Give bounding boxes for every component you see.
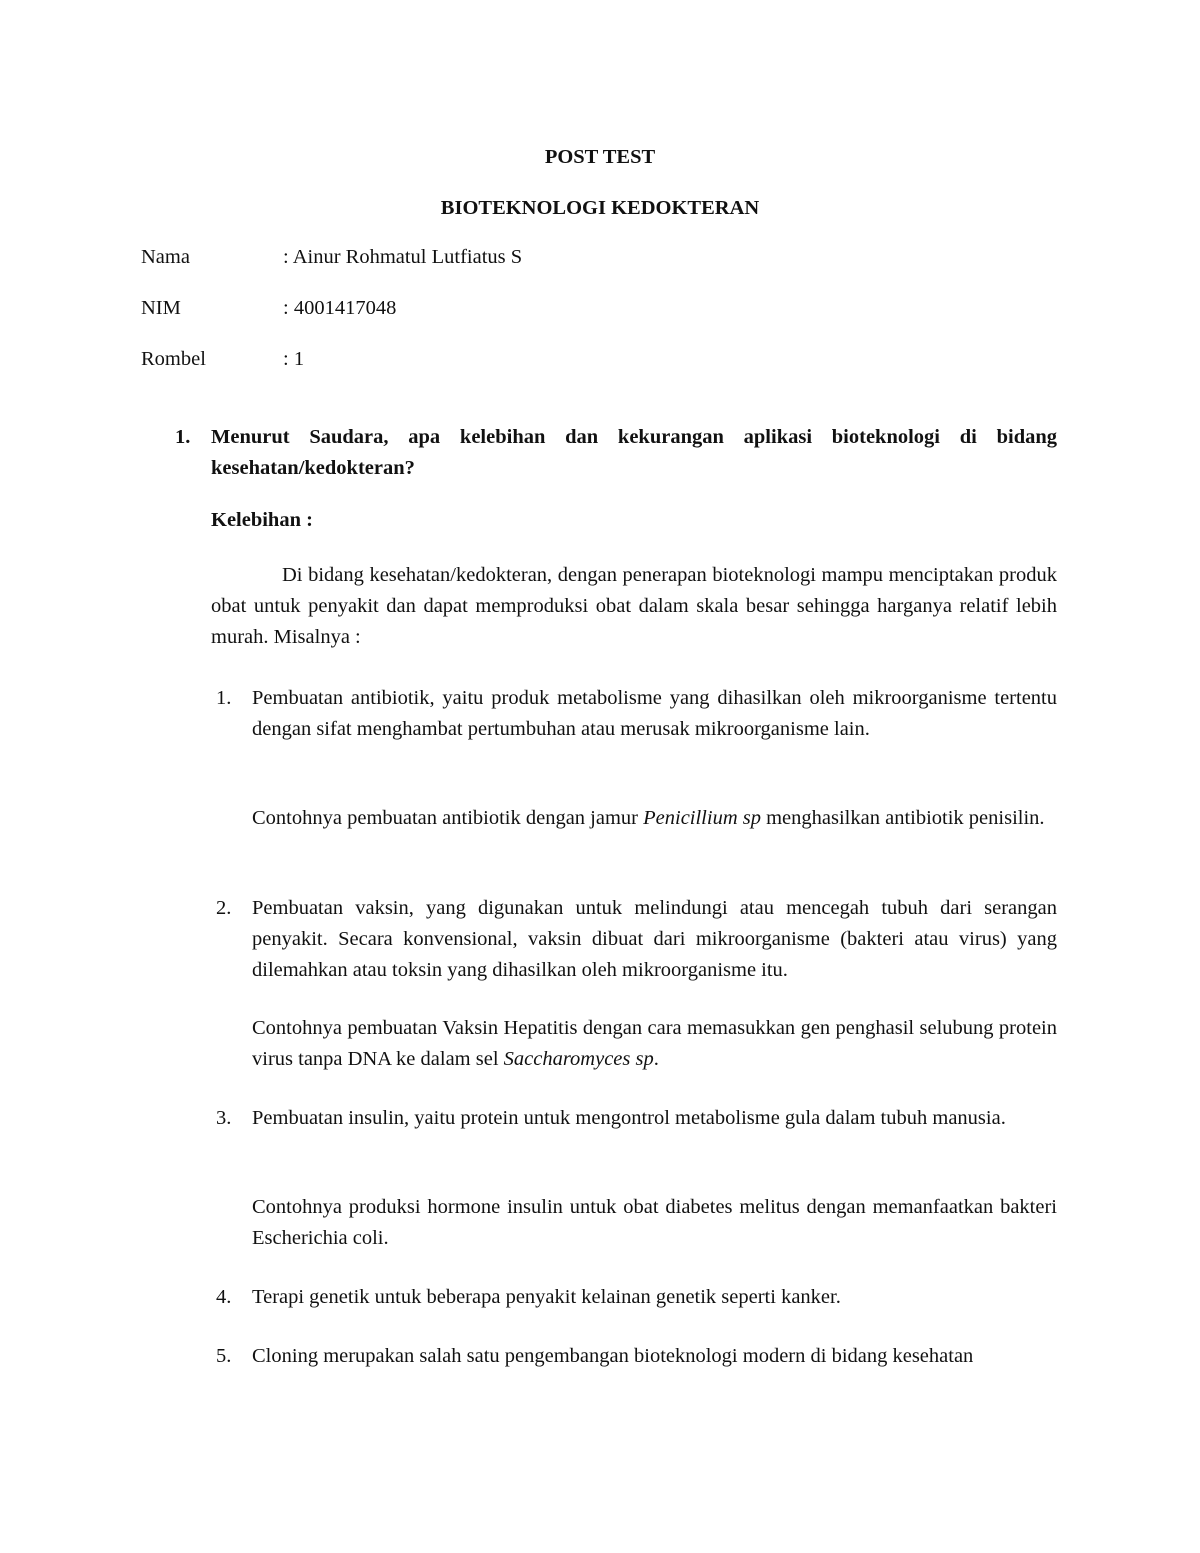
list-item-number: 2. [216,897,232,919]
list-item-example [252,803,1057,834]
info-label: Rombel [141,348,206,370]
question-number: 1. [175,426,191,448]
question-text: Menurut Saudara, apa kelebihan dan kekurangan aplikasi bioteknologi di bidang kesehatan/kedokteran? [211,426,1057,479]
list-item-text: Pembuatan insulin, yaitu protein untuk mengontrol metabolisme gula dalam tubuh manusia. [252,1107,1006,1129]
list-item-example [252,1192,1057,1254]
list-item-number: 1. [216,687,232,709]
list-item-text: Pembuatan antibiotik, yaitu produk metabolisme yang dihasilkan oleh mikroorganisme tertentu dengan sifat menghambat pertumbuhan atau merusak mikroorganisme lain. [252,687,1057,740]
list-item-number: 5. [216,1345,232,1367]
example-species: Penicillium sp [643,807,761,829]
list-item-example [252,1013,1057,1075]
list-item-text: Cloning merupakan salah satu pengembangan bioteknologi modern di bidang kesehatan [252,1345,974,1367]
section-heading-kelebihan: Kelebihan : [211,509,313,531]
example-text: Contohnya pembuatan antibiotik dengan jamur [252,807,644,829]
info-value: : 4001417048 [283,297,397,319]
list-item-number: 3. [216,1107,232,1129]
info-label: NIM [141,297,181,319]
example-text-end: . [653,1048,659,1070]
list-item-text: Pembuatan vaksin, yang digunakan untuk melindungi atau mencegah tubuh dari serangan penyakit. Secara konvensional, vaksin dibuat dari mikroorganisme (bakteri atau virus) yang dilemahkan atau toksin yang dihasilkan oleh mikroorganisme itu. [252,897,1057,981]
info-label: Nama [141,246,190,268]
example-text: Contohnya produksi hormone insulin untuk obat diabetes melitus dengan memanfaatkan bakteri Escherichia coli. [252,1196,1057,1249]
list-item-number: 4. [216,1286,232,1308]
example-text-end: menghasilkan antibiotik penisilin. [760,807,1045,829]
intro-paragraph: Di bidang kesehatan/kedokteran, dengan penerapan bioteknologi mampu menciptakan produk obat untuk penyakit dan dapat memproduksi obat dalam skala besar sehingga harganya relatif lebih murah. Misalnya : [211,564,1057,648]
example-species: Saccharomyces sp [503,1048,654,1070]
example-text: Contohnya pembuatan Vaksin Hepatitis dengan cara memasukkan gen penghasil selubung protein virus tanpa DNA ke dalam sel [252,1017,1057,1070]
info-value: : 1 [283,348,305,370]
info-value: : Ainur Rohmatul Lutfiatus S [283,246,523,268]
document-title: POST TEST [544,146,656,168]
list-item-text: Terapi genetik untuk beberapa penyakit kelainan genetik seperti kanker. [252,1286,841,1308]
document-subtitle: BIOTEKNOLOGI KEDOKTERAN [440,197,760,219]
